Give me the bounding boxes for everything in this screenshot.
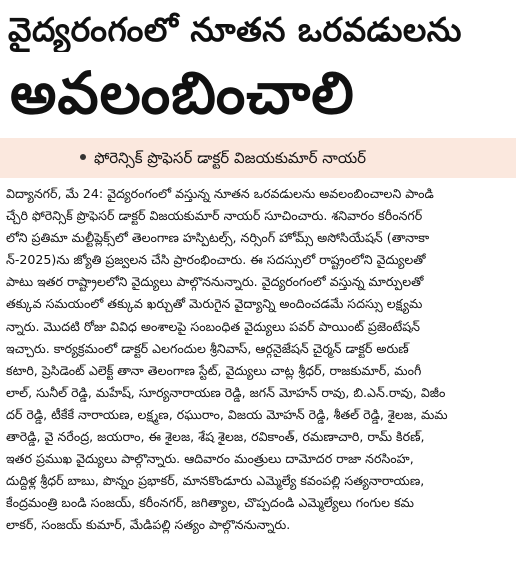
- article-line: ఇచ్చారు. కార్యక్రమంలో డాక్టర్ ఎలగందుల శ్రీనివాస్, ఆర్గనైజేషన్ చైర్మన్ డాక్టర్ అరుణ్: [6, 340, 409, 356]
- article-body: [6, 183, 512, 537]
- article-line: లోని ప్రతిమా మల్టీప్లెక్స్‌లో తెలంగాణ హస్పిటల్స్, నర్సింగ్ హోమ్స్ అసోసియేషన్ (తానాకా: [6, 230, 430, 246]
- article-line: కటారి, ప్రెసిడెంట్ ఎలెక్ట్ తానా తెలంగాణ స్టేట్, వైద్యులు చాట్ల శ్రీధర్, రాజకుమార్, మంగీ: [6, 362, 422, 378]
- byline: [80, 147, 366, 169]
- headline-line-1: వైద్యరంగంలో నూతన ఒరవడులను: [8, 10, 462, 49]
- article-line: లాకర్, సంజయ్ కుమార్, మేడిపల్లి సత్యం పాల్గొననున్నారు.: [6, 517, 291, 533]
- headline-line-2: అవలంబించాలి: [10, 59, 355, 127]
- article-line: తారెడ్డి, వై నరేంద్ర, జయరాం, ఈ శైలజ, శేష శైలజ, రవికాంత్, రమణాచారి, రామ్ కిరణ్,: [6, 429, 425, 445]
- byline-text: ఫోరెన్సిక్ ప్రొఫెసర్ డాక్టర్ విజయకుమార్ నాయర్: [94, 149, 367, 167]
- article-line: న్-2025)ను జ్యోతి ప్రజ్వలన చేసి ప్రారంభించారు. ఈ సదస్సులో రాష్ట్రంలోని వైద్యులతో: [6, 252, 426, 268]
- article-line: చ్చేరి ఫోరెన్సిక్ ప్రొఫెసర్ డాక్టర్ విజయకుమార్ నాయర్ సూచించారు. శనివారం కరీంనగర్: [6, 208, 423, 224]
- article-line: తక్కువ సమయంలో తక్కువ ఖర్చుతో మెరుగైన వైద్యాన్ని అందించడమే సదస్సు లక్ష్యమ: [6, 296, 423, 312]
- article-line: ఇతర ప్రముఖ వైద్యులు పాల్గొన్నారు. ఆదివారం మంత్రులు దామోదర రాజా నరసింహ,: [6, 451, 414, 467]
- bullet-icon: [80, 154, 86, 160]
- article-line: దర్ రెడ్డి, టీకేకే నారాయణ, లక్ష్మణ, రఘురాం, విజయ మోహన్ రెడ్డి, శీతల్ రెడ్డి, శైలజ, మమ: [6, 406, 448, 422]
- article-line: లాల్, సునీల్ రెడ్డి, మహేష్, సూర్యనారాయణ రెడ్డి, జగన్ మోహన్ రావు, బి.ఎన్.రావు, విజీం: [6, 384, 446, 400]
- byline-banner: [0, 138, 516, 178]
- article-line: కేంద్రమంత్రి బండి సంజయ్, కరీంనగర్, జగిత్యాల, చొప్పదండి ఎమ్మెల్యేలు గంగుల కమ: [6, 495, 414, 511]
- article-line: పాటు ఇతర రాష్ట్రాలలోని వైద్యులు పాల్గొననున్నారు. వైద్యరంగంలో వస్తున్న మార్పులతో: [6, 274, 424, 290]
- article-line: న్నారు. మొదటి రోజు వివిధ అంశాలపై సంబంధిత వైద్యులు పవర్ పాయింట్ ప్రజెంటేషన్: [6, 318, 421, 334]
- article-line: విద్యానగర్, మే 24: వైద్యరంగంలో వస్తున్న నూతన ఒరవడులను అవలంబించాలని పాండి: [6, 186, 434, 201]
- article-line: దుద్దిళ్ల శ్రీధర్ బాబు, పొన్నం ప్రభాకర్, మానకొండూరు ఎమ్మెల్యే కవంపల్లి సత్యనారాయణ,: [6, 473, 425, 489]
